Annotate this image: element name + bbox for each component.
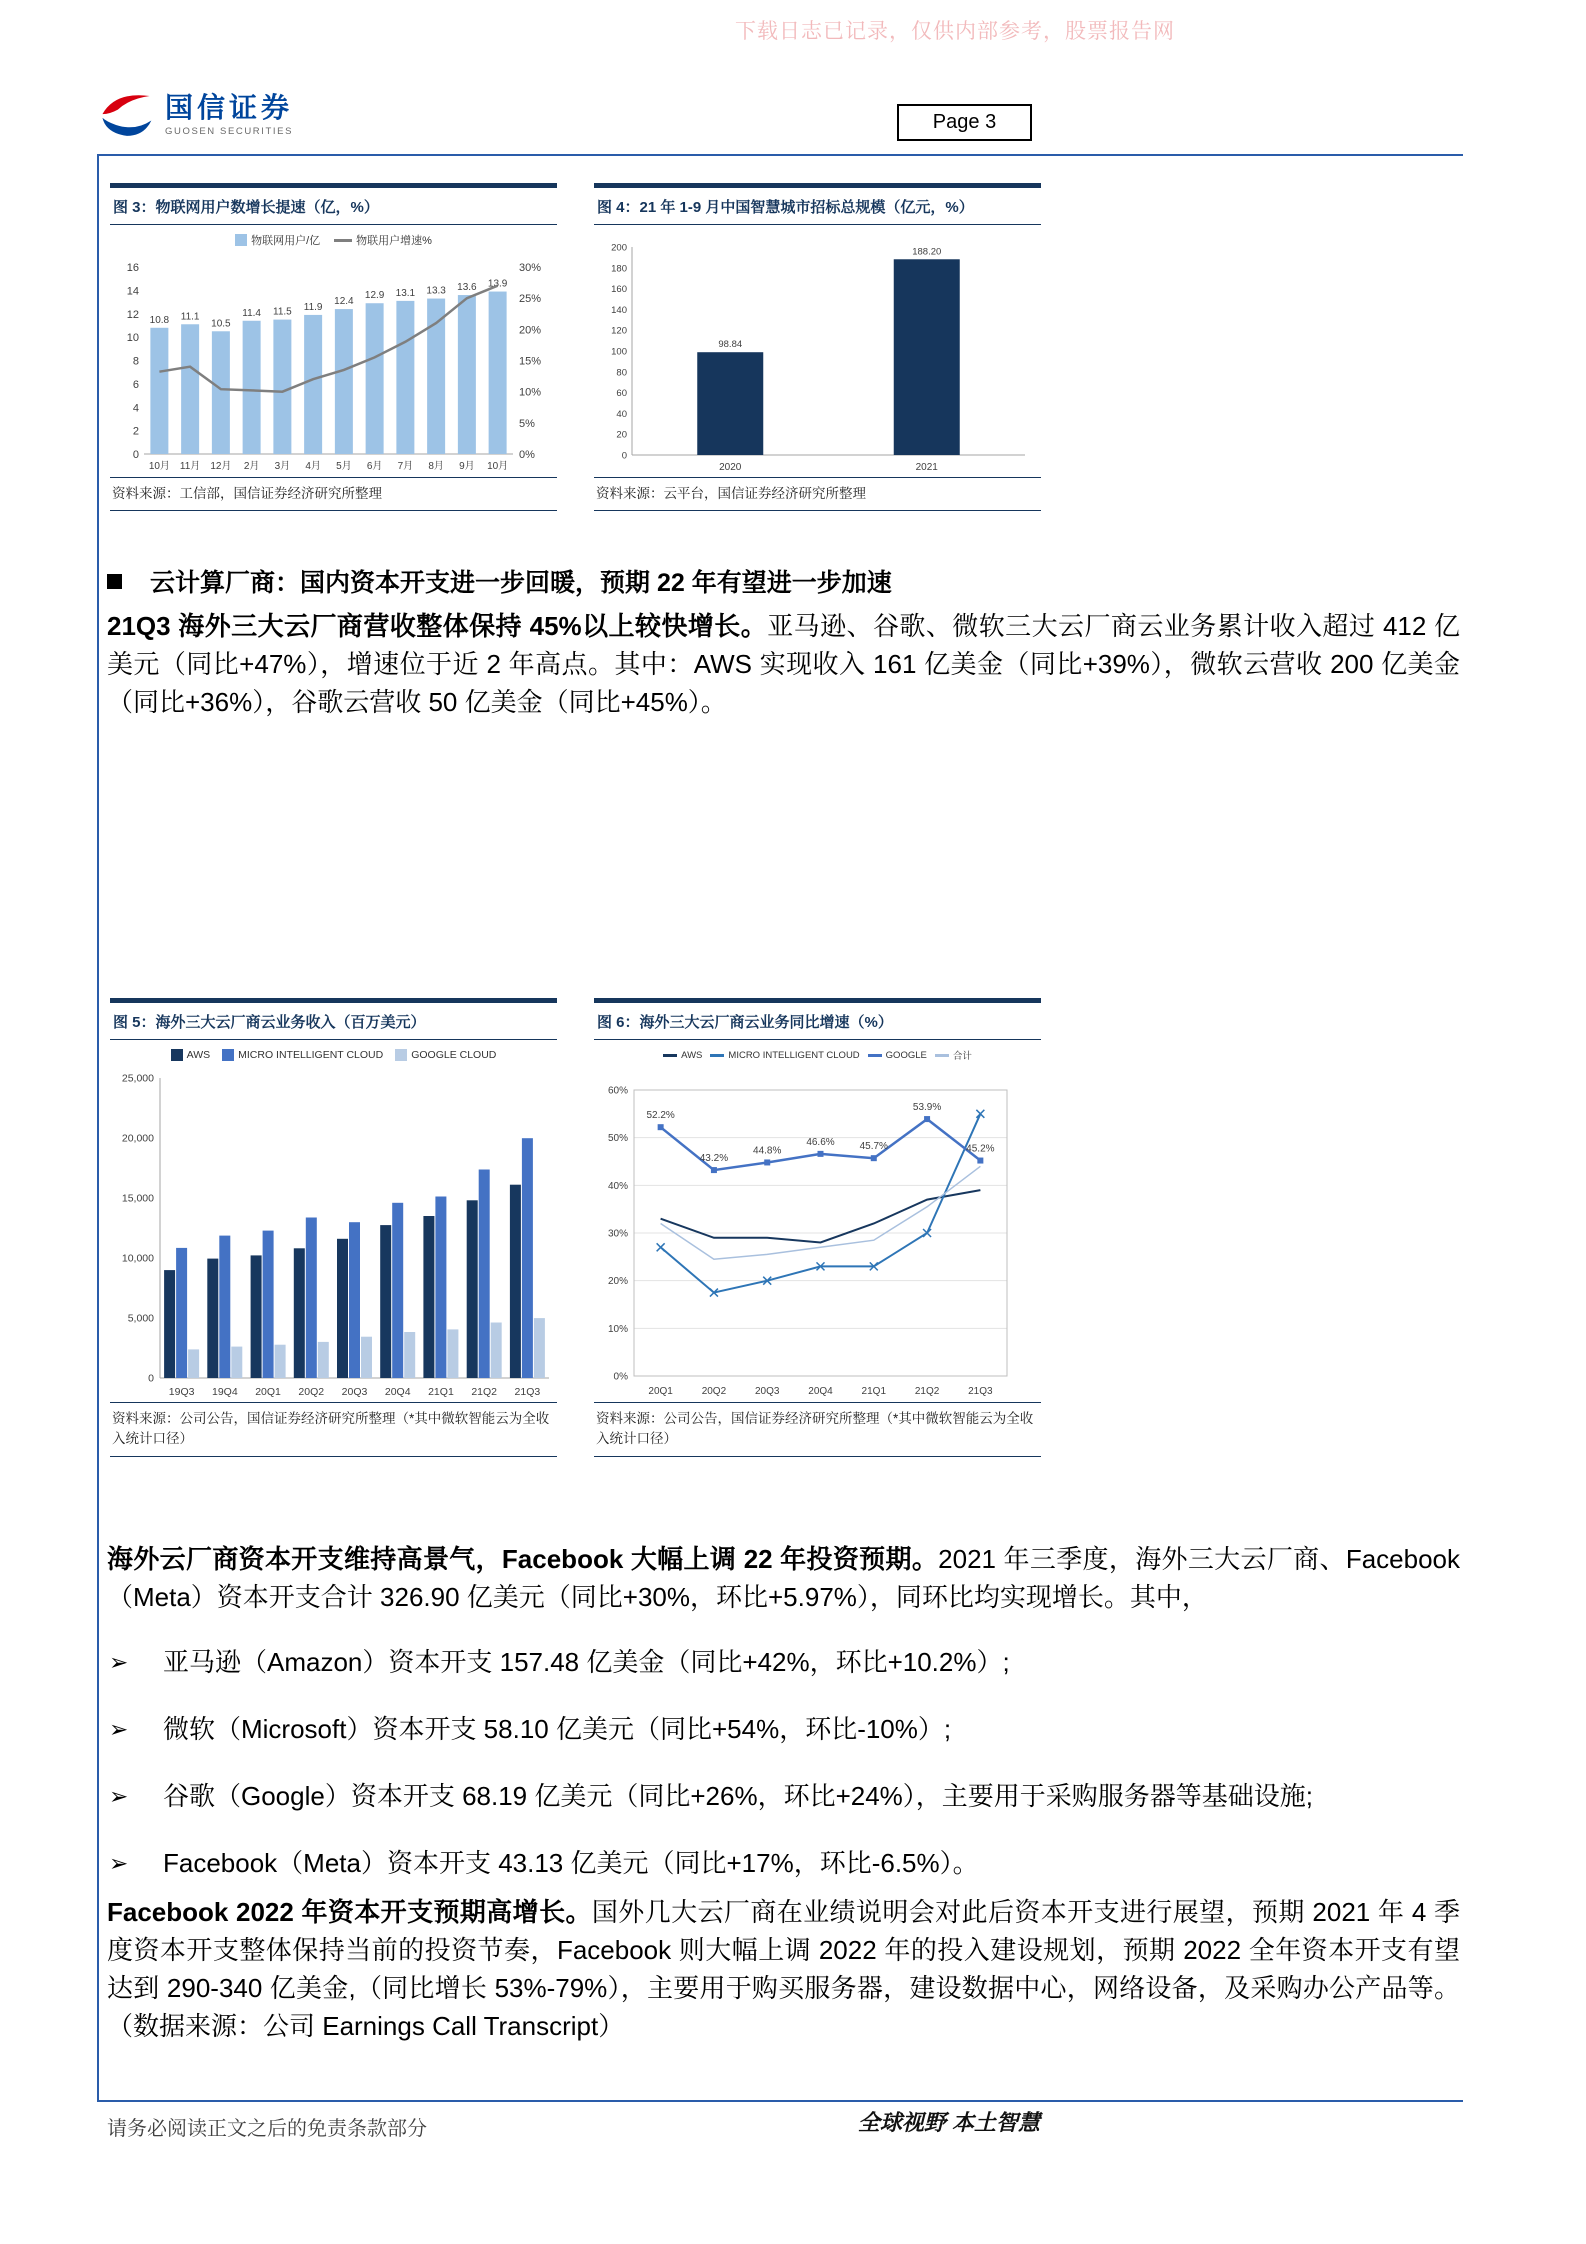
- bullet-arrow-icon: ➢: [109, 1783, 129, 1809]
- section-bullet-icon: [107, 574, 122, 589]
- figure-5: [110, 998, 557, 1457]
- legend-label: AWS: [681, 1049, 703, 1061]
- svg-text:2021: 2021: [915, 462, 938, 473]
- svg-text:60: 60: [616, 388, 627, 400]
- figure-5-title: 图 5：海外三大云厂商云业务收入（百万美元）: [110, 998, 557, 1040]
- footer-disclaimer: 请务必阅读正文之后的免责条款部分: [107, 2118, 427, 2140]
- figure-3-legend: [110, 229, 557, 251]
- legend-item: [171, 1049, 211, 1061]
- logo-red-swoosh: [102, 95, 149, 114]
- legend-item: [395, 1049, 496, 1061]
- paragraph-1: [107, 607, 1460, 721]
- svg-text:10月: 10月: [487, 461, 509, 472]
- svg-text:140: 140: [611, 304, 627, 316]
- figure-6: [594, 998, 1041, 1457]
- figure-6-title: 图 6：海外三大云厂商云业务同比增速（%）: [594, 998, 1041, 1040]
- bullet-text: 亚马逊（Amazon）资本开支 157.48 亿美金（同比+42%，环比+10.2%）;: [163, 1647, 1010, 1677]
- svg-text:10.8: 10.8: [149, 314, 170, 326]
- svg-text:21Q1: 21Q1: [428, 1386, 454, 1398]
- svg-text:9月: 9月: [459, 461, 475, 472]
- bullet-item: [107, 1710, 1460, 1748]
- svg-text:10%: 10%: [607, 1323, 628, 1335]
- bullet-arrow-icon: ➢: [109, 1850, 129, 1876]
- legend-item: [334, 232, 432, 248]
- paragraph-3-lead: Facebook 2022 年资本开支预期高增长。: [107, 1897, 592, 1927]
- legend-label: MICRO INTELLIGENT CLOUD: [728, 1049, 860, 1061]
- svg-text:0%: 0%: [519, 449, 535, 461]
- svg-text:16: 16: [126, 262, 139, 274]
- figure-6-chart: [594, 1066, 1041, 1402]
- figure-3-body: [110, 225, 557, 477]
- svg-text:120: 120: [611, 325, 627, 337]
- watermark-text: 下载日志已记录，仅供内部参考，股票报告网: [735, 20, 1175, 43]
- legend-item: [935, 1048, 972, 1062]
- svg-text:4月: 4月: [305, 461, 321, 472]
- svg-text:11.4: 11.4: [242, 307, 261, 319]
- svg-text:45.7%: 45.7%: [859, 1141, 888, 1153]
- legend-swatch-icon: [222, 1049, 234, 1061]
- svg-text:19Q3: 19Q3: [168, 1386, 195, 1398]
- svg-text:21Q3: 21Q3: [968, 1386, 993, 1397]
- logo-icon: [97, 86, 155, 144]
- svg-text:5%: 5%: [519, 417, 535, 430]
- page-number: Page 3: [932, 111, 997, 133]
- paragraph-2-lead: 海外云厂商资本开支维持高景气，Facebook 大幅上调 22 年投资预期。: [107, 1544, 939, 1574]
- svg-text:43.2%: 43.2%: [699, 1153, 729, 1165]
- legend-label: 物联网用户/亿: [251, 235, 321, 247]
- svg-text:100: 100: [611, 346, 627, 358]
- logo-blue-swoosh: [102, 118, 151, 136]
- bullet-item: [107, 1777, 1460, 1815]
- svg-text:20Q3: 20Q3: [341, 1386, 368, 1398]
- svg-text:0: 0: [132, 449, 139, 461]
- bullet-text: 谷歌（Google）资本开支 68.19 亿美元（同比+26%，环比+24%），主要用于采购服务器等基础设施;: [163, 1781, 1314, 1811]
- legend-item: [868, 1050, 927, 1061]
- legend-label: GOOGLE: [885, 1049, 927, 1061]
- svg-text:13.1: 13.1: [395, 287, 416, 299]
- svg-text:40%: 40%: [607, 1180, 628, 1192]
- paragraph-2-body: 2021 年三季度，海外三大云厂商、Facebook（Meta）资本开支合计 326.90 亿美元（同比+30%，环比+5.97%），同环比均实现增长。其中，: [107, 1544, 1460, 1612]
- figure-3: [110, 183, 557, 511]
- left-edge-rule: [97, 154, 99, 2102]
- svg-text:10,000: 10,000: [121, 1252, 154, 1265]
- svg-text:30%: 30%: [519, 262, 542, 274]
- figure-4: [594, 183, 1041, 511]
- section-heading: [107, 563, 892, 599]
- svg-text:20Q2: 20Q2: [298, 1386, 325, 1398]
- svg-text:12: 12: [126, 308, 139, 321]
- footer-slogan: 全球视野 本土智慧: [857, 2110, 1040, 2135]
- svg-text:46.6%: 46.6%: [806, 1136, 835, 1148]
- figure-5-legend: [110, 1044, 557, 1066]
- legend-label: MICRO INTELLIGENT CLOUD: [238, 1049, 384, 1061]
- svg-text:3月: 3月: [274, 461, 291, 472]
- figure-3-chart: [110, 251, 557, 476]
- svg-text:10.5: 10.5: [211, 318, 231, 330]
- bullet-item: [107, 1844, 1460, 1882]
- svg-text:15,000: 15,000: [121, 1192, 154, 1205]
- figure-4-source: 资料来源：云平台，国信证券经济研究所整理: [594, 477, 1041, 511]
- svg-text:11.1: 11.1: [180, 311, 200, 323]
- legend-label: 合计: [952, 1051, 972, 1062]
- svg-text:12月: 12月: [210, 461, 232, 472]
- svg-text:12.9: 12.9: [364, 290, 385, 302]
- bullet-arrow-icon: ➢: [109, 1716, 129, 1742]
- svg-text:2月: 2月: [243, 461, 260, 472]
- bullet-text: 微软（Microsoft）资本开支 58.10 亿美元（同比+54%，环比-10%）;: [163, 1714, 952, 1744]
- svg-text:11.5: 11.5: [273, 306, 292, 318]
- figure-4-body: [594, 225, 1041, 477]
- svg-text:25%: 25%: [519, 293, 542, 306]
- paragraph-3-body: 国外几大云厂商在业绩说明会对此后资本开支进行展望，预期 2021 年 4 季度资本开支整体保持当前的投资节奏，Facebook 则大幅上调 2022 年的投入建设规划，预期 2022 全年资本开支有望达到 290-340 亿美金,（同比增长 53%-79%），主要用于购买服务器，建设数据中心，网络设备，及采购办公产品等。（数据来源：公司 Earnings Call Transcript）: [107, 1897, 1461, 2041]
- svg-text:188.20: 188.20: [912, 246, 942, 258]
- svg-text:10%: 10%: [519, 386, 542, 399]
- legend-swatch-icon: [710, 1054, 724, 1057]
- svg-text:20,000: 20,000: [121, 1132, 154, 1145]
- bullet-text: Facebook（Meta）资本开支 43.13 亿美元（同比+17%，环比-6.5%）。: [163, 1848, 979, 1878]
- svg-text:53.9%: 53.9%: [912, 1102, 942, 1114]
- svg-text:12.4: 12.4: [334, 296, 354, 308]
- paragraph-2: [107, 1540, 1460, 1616]
- logo-name-en: GUOSEN SECURITIES: [165, 125, 294, 137]
- svg-text:98.84: 98.84: [718, 339, 743, 351]
- paragraph-3: [107, 1893, 1460, 2045]
- header-rule: [97, 154, 1463, 156]
- svg-text:20%: 20%: [519, 324, 542, 337]
- logo-name-cn: 国信证券: [165, 92, 294, 124]
- svg-text:20Q2: 20Q2: [701, 1386, 727, 1397]
- figure-3-title: 图 3：物联网用户数增长提速（亿，%）: [110, 183, 557, 225]
- svg-text:20Q1: 20Q1: [255, 1386, 281, 1398]
- svg-text:45.2%: 45.2%: [966, 1143, 995, 1155]
- legend-item: [222, 1049, 383, 1061]
- svg-text:30%: 30%: [607, 1228, 628, 1240]
- svg-text:4: 4: [132, 402, 139, 415]
- figure-3-source: 资料来源：工信部，国信证券经济研究所整理: [110, 477, 557, 511]
- paragraph-1-lead: 21Q3 海外三大云厂商营收整体保持 45%以上较快增长。: [107, 611, 768, 641]
- svg-text:6月: 6月: [366, 461, 383, 472]
- legend-item: [663, 1050, 702, 1061]
- svg-text:7月: 7月: [397, 461, 414, 472]
- svg-text:52.2%: 52.2%: [646, 1110, 675, 1122]
- svg-text:40: 40: [616, 408, 627, 420]
- legend-swatch-icon: [868, 1054, 882, 1057]
- svg-text:2020: 2020: [719, 462, 742, 473]
- bullet-list: [107, 1643, 1460, 1911]
- legend-swatch-icon: [935, 1054, 949, 1057]
- svg-text:200: 200: [611, 242, 627, 254]
- figure-4-chart: [594, 229, 1041, 477]
- svg-text:2: 2: [132, 425, 139, 438]
- legend-item: [235, 232, 320, 248]
- figure-4-title: 图 4：21 年 1-9 月中国智慧城市招标总规模（亿元，%）: [594, 183, 1041, 225]
- svg-text:21Q1: 21Q1: [861, 1386, 887, 1397]
- svg-text:13.6: 13.6: [457, 282, 477, 294]
- guosen-logo: [97, 86, 293, 144]
- svg-text:20: 20: [616, 429, 627, 441]
- svg-text:160: 160: [611, 284, 627, 296]
- svg-text:5,000: 5,000: [127, 1312, 154, 1325]
- footer-rule: [97, 2100, 1463, 2102]
- svg-text:6: 6: [132, 378, 139, 391]
- logo-text: [165, 93, 293, 137]
- svg-text:19Q4: 19Q4: [211, 1386, 238, 1398]
- legend-label: AWS: [186, 1049, 211, 1061]
- legend-swatch-icon: [395, 1049, 407, 1061]
- svg-text:5月: 5月: [336, 461, 352, 472]
- svg-text:20Q4: 20Q4: [384, 1386, 411, 1398]
- figure-6-source: 资料来源：公司公告，国信证券经济研究所整理（*其中微软智能云为全收入统计口径）: [594, 1402, 1041, 1457]
- figure-5-chart: [110, 1066, 557, 1402]
- svg-text:10: 10: [126, 332, 139, 345]
- svg-text:21Q2: 21Q2: [471, 1386, 498, 1398]
- legend-swatch-icon: [334, 239, 352, 242]
- svg-text:0%: 0%: [613, 1371, 628, 1383]
- svg-text:50%: 50%: [607, 1133, 628, 1145]
- legend-item: [710, 1050, 859, 1061]
- svg-text:8月: 8月: [428, 461, 444, 472]
- legend-label: GOOGLE CLOUD: [411, 1049, 497, 1061]
- page-number-box: [897, 104, 1032, 141]
- svg-text:13.3: 13.3: [426, 285, 446, 297]
- legend-swatch-icon: [171, 1049, 183, 1061]
- svg-text:14: 14: [126, 285, 139, 298]
- svg-text:15%: 15%: [519, 355, 542, 368]
- svg-text:44.8%: 44.8%: [753, 1145, 782, 1157]
- svg-text:180: 180: [611, 263, 627, 275]
- svg-text:8: 8: [132, 355, 139, 368]
- svg-text:20Q3: 20Q3: [754, 1386, 780, 1397]
- figure-6-body: [594, 1040, 1041, 1402]
- legend-label: 物联用户增速%: [356, 235, 432, 247]
- svg-text:13.9: 13.9: [487, 278, 508, 290]
- svg-text:20Q1: 20Q1: [648, 1386, 673, 1397]
- figure-6-legend: [594, 1044, 1041, 1066]
- figure-5-source: 资料来源：公司公告，国信证券经济研究所整理（*其中微软智能云为全收入统计口径）: [110, 1402, 557, 1457]
- svg-text:25,000: 25,000: [121, 1072, 154, 1085]
- bullet-item: [107, 1643, 1460, 1681]
- section-title: 云计算厂商：国内资本开支进一步回暖，预期 22 年有望进一步加速: [150, 569, 892, 597]
- bullet-arrow-icon: ➢: [109, 1649, 129, 1675]
- svg-text:10月: 10月: [148, 461, 170, 472]
- svg-text:0: 0: [148, 1372, 154, 1385]
- figure-5-body: [110, 1040, 557, 1402]
- svg-text:80: 80: [616, 367, 627, 379]
- svg-text:20%: 20%: [607, 1276, 628, 1288]
- svg-text:21Q2: 21Q2: [914, 1386, 940, 1397]
- svg-text:21Q3: 21Q3: [514, 1386, 541, 1398]
- paragraph-1-body: 亚马逊、谷歌、微软三大云厂商云业务累计收入超过 412 亿美元（同比+47%），增速位于近 2 年高点。其中：AWS 实现收入 161 亿美金（同比+39%），微软云营收 200 亿美金（同比+36%），谷歌云营收 50 亿美金（同比+45%）。: [107, 611, 1461, 717]
- svg-text:20Q4: 20Q4: [808, 1386, 833, 1397]
- svg-text:11月: 11月: [179, 461, 201, 472]
- svg-text:60%: 60%: [607, 1085, 628, 1097]
- svg-text:0: 0: [621, 450, 627, 462]
- legend-swatch-icon: [663, 1054, 677, 1057]
- legend-swatch-icon: [235, 234, 247, 246]
- svg-text:11.9: 11.9: [303, 301, 323, 313]
